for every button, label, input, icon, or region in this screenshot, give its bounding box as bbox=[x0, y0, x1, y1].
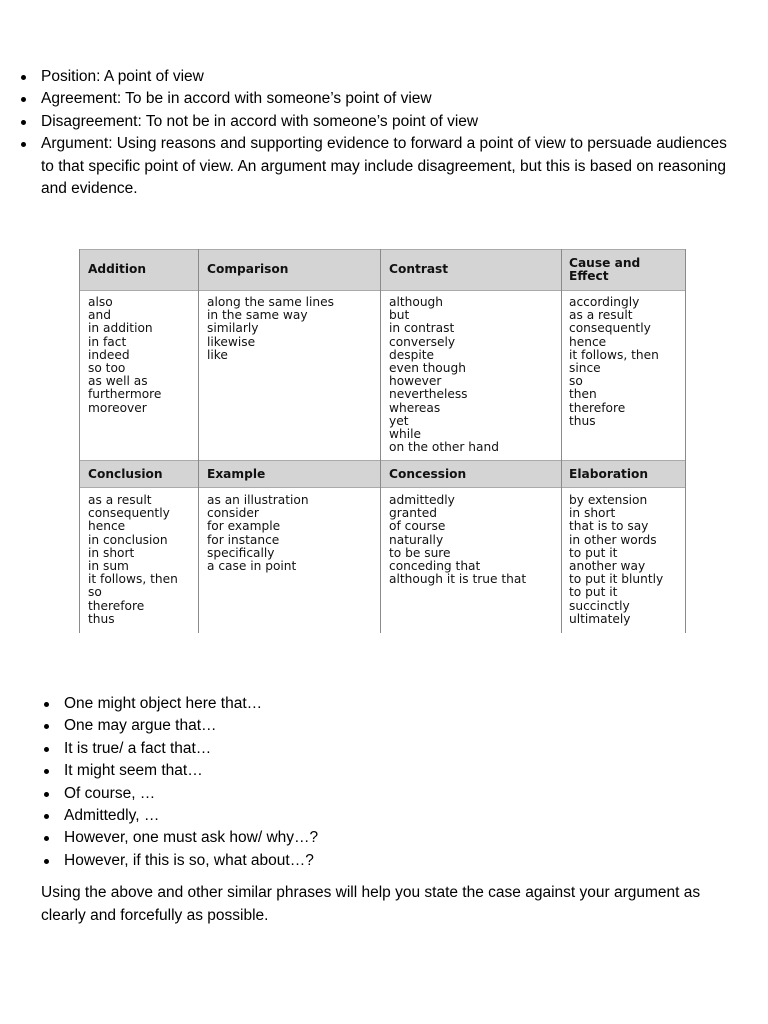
definition-item: Argument: Using reasons and supporting evidence to forward a point of view to persuade audiences to that specific point of view. An argument may include disagreement, but this is based on reasoning and evidence. bbox=[41, 133, 731, 200]
table-cell-item: thus bbox=[88, 611, 115, 626]
table-cell-item: although it is true that bbox=[389, 572, 527, 587]
table-cell-item: succinctly bbox=[569, 598, 630, 613]
table-cell-item: and bbox=[88, 308, 111, 323]
phrase-item: It is true/ a fact that… bbox=[64, 738, 724, 760]
table-cell-item: so bbox=[88, 585, 102, 600]
table-cell-item: as well as bbox=[88, 374, 148, 389]
table-cell-item: to put it bbox=[569, 545, 618, 560]
table-cell-item: then bbox=[569, 387, 597, 402]
table-cell-item: along the same lines bbox=[207, 295, 334, 309]
comparison-list bbox=[207, 296, 334, 362]
table-cell-item: even though bbox=[389, 361, 466, 376]
table-cell-item: in short bbox=[569, 506, 616, 521]
table-cell-item: hence bbox=[569, 334, 607, 349]
table-cell-item: in the same way bbox=[207, 308, 308, 323]
table-cell-item: to put it bbox=[569, 585, 618, 600]
table-cell-item: in short bbox=[88, 545, 135, 560]
table-cell-item: while bbox=[389, 427, 421, 442]
phrase-item: However, one must ask how/ why…? bbox=[64, 827, 724, 849]
table-cell-item: also bbox=[88, 295, 113, 309]
definitions-list bbox=[41, 66, 731, 200]
phrase-item: However, if this is so, what about…? bbox=[64, 850, 724, 872]
table-cell-item: ultimately bbox=[569, 611, 631, 626]
table-cell-item: consequently bbox=[569, 321, 651, 336]
table-cell-item: in other words bbox=[569, 532, 657, 547]
phrases-list bbox=[64, 693, 724, 872]
table-cell-item: naturally bbox=[389, 532, 444, 547]
table-cell-item: but bbox=[389, 308, 410, 323]
table-cell-item: so bbox=[569, 374, 583, 389]
table-cell-item: in conclusion bbox=[88, 532, 168, 547]
table-divider bbox=[198, 249, 199, 633]
table-cell-item: in sum bbox=[88, 559, 129, 574]
definition-item: Position: A point of view bbox=[41, 66, 731, 88]
table-cell-item: another way bbox=[569, 559, 646, 574]
definition-item: Disagreement: To not be in accord with someone’s point of view bbox=[41, 111, 731, 133]
table-header-concession: Concession bbox=[389, 467, 467, 481]
table-cell-item: of course bbox=[389, 519, 446, 534]
table-cell-item: thus bbox=[569, 413, 596, 428]
table-cell-item: like bbox=[207, 347, 228, 362]
table-cell-item: for instance bbox=[207, 532, 280, 547]
table-cell-item: indeed bbox=[88, 347, 130, 362]
phrase-item: It might seem that… bbox=[64, 760, 724, 782]
table-header-addition: Addition bbox=[88, 262, 147, 276]
table-cell-item: moreover bbox=[88, 400, 147, 415]
conclusion-list bbox=[88, 494, 178, 626]
phrase-item: Of course, … bbox=[64, 783, 724, 805]
table-cell-item: as an illustration bbox=[207, 493, 309, 507]
table-cell-item: consider bbox=[207, 506, 259, 521]
table-cell-item: it follows, then bbox=[88, 572, 178, 587]
addition-list bbox=[88, 296, 161, 415]
table-cell-item: granted bbox=[389, 506, 437, 521]
table-cell-item: despite bbox=[389, 347, 434, 362]
table-cell-item: therefore bbox=[88, 598, 145, 613]
table-cell-item: that is to say bbox=[569, 519, 649, 534]
phrase-item: One may argue that… bbox=[64, 715, 724, 737]
table-header-contrast: Contrast bbox=[389, 262, 449, 276]
table-cell-item: in contrast bbox=[389, 321, 455, 336]
table-cell-item: conversely bbox=[389, 334, 456, 349]
table-cell-item: on the other hand bbox=[389, 440, 499, 455]
table-cell-item: furthermore bbox=[88, 387, 162, 402]
table-header-cause-effect: Cause and Effect bbox=[569, 256, 641, 283]
table-cell-item: whereas bbox=[389, 400, 441, 415]
table-cell-item: therefore bbox=[569, 400, 626, 415]
concession-list bbox=[389, 494, 526, 586]
table-border bbox=[685, 249, 686, 633]
table-cell-item: nevertheless bbox=[389, 387, 468, 402]
closing-paragraph: Using the above and other similar phrases will help you state the case against your argument as clearly and forcefully as possible. bbox=[41, 884, 701, 924]
table-cell-item: to put it bluntly bbox=[569, 572, 664, 587]
phrase-item: Admittedly, … bbox=[64, 805, 724, 827]
table-header-elaboration: Elaboration bbox=[569, 467, 649, 481]
table-cell-item: it follows, then bbox=[569, 347, 659, 362]
phrase-item: One might object here that… bbox=[64, 693, 724, 715]
table-cell-item: similarly bbox=[207, 321, 259, 336]
table-cell-item: accordingly bbox=[569, 295, 640, 309]
table-cell-item: specifically bbox=[207, 545, 275, 560]
table-cell-item: admittedly bbox=[389, 493, 455, 507]
cause-effect-list bbox=[569, 296, 659, 428]
example-list bbox=[207, 494, 309, 573]
table-cell-item: likewise bbox=[207, 334, 256, 349]
table-cell-item: a case in point bbox=[207, 559, 297, 574]
table-cell-item: for example bbox=[207, 519, 281, 534]
table-cell-item: however bbox=[389, 374, 442, 389]
table-cell-item: to be sure bbox=[389, 545, 451, 560]
elaboration-list bbox=[569, 494, 663, 626]
table-border bbox=[79, 249, 80, 633]
table-cell-item: conceding that bbox=[389, 559, 481, 574]
table-cell-item: by extension bbox=[569, 493, 648, 507]
table-cell-item: in addition bbox=[88, 321, 153, 336]
table-cell-item: although bbox=[389, 295, 443, 309]
table-cell-item: hence bbox=[88, 519, 126, 534]
table-cell-item: as a result bbox=[88, 493, 152, 507]
transition-words-table bbox=[79, 249, 686, 633]
table-cell-item: in fact bbox=[88, 334, 127, 349]
table-cell-item: since bbox=[569, 361, 601, 376]
table-header-conclusion: Conclusion bbox=[88, 467, 163, 481]
table-cell-item: so too bbox=[88, 361, 126, 376]
table-cell-item: as a result bbox=[569, 308, 633, 323]
contrast-list bbox=[389, 296, 499, 454]
table-header-example: Example bbox=[207, 467, 266, 481]
table-header-comparison: Comparison bbox=[207, 262, 289, 276]
table-cell-item: consequently bbox=[88, 506, 170, 521]
definition-item: Agreement: To be in accord with someone’s point of view bbox=[41, 88, 731, 110]
table-cell-item: yet bbox=[389, 413, 409, 428]
table-divider bbox=[380, 249, 381, 633]
table-divider bbox=[561, 249, 562, 633]
